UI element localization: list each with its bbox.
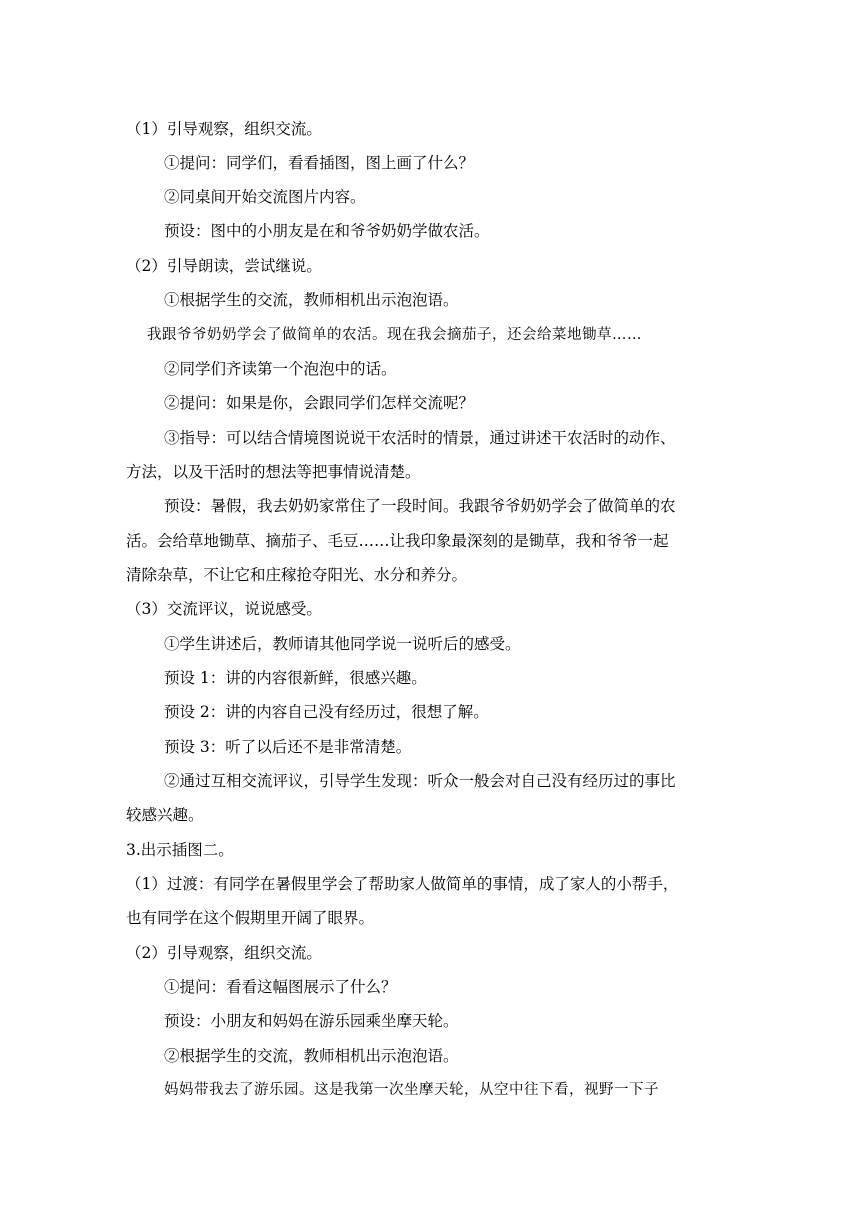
preset-line: 预设：小朋友和妈妈在游乐园乘坐摩天轮。 [164, 1012, 459, 1030]
question-line: ②提问：如果是你，会跟同学们怎样交流呢？ [164, 394, 475, 412]
bubble-intro-line: ①根据学生的交流，教师相机出示泡泡语。 [164, 291, 459, 309]
preset-line-cont: 清除杂草，不让它和庄稼抢夺阳光、水分和养分。 [126, 566, 468, 584]
bubble-intro-line: ②根据学生的交流，教师相机出示泡泡语。 [164, 1047, 459, 1065]
preset-line: 预设：图中的小朋友是在和爷爷奶奶学做农活。 [164, 222, 490, 240]
guide-line-cont: 方法，以及干活时的想法等把事情说清楚。 [126, 463, 421, 481]
speech-bubble-text: 我跟爷爷奶奶学会了做简单的农活。现在我会摘茄子，还会给菜地锄草…… [147, 327, 642, 343]
question-line: ①提问：看看这幅图展示了什么？ [164, 978, 397, 996]
guide-line: ③指导：可以结合情境图说说干农活时的情景，通过讲述干农活时的动作、 [164, 429, 676, 447]
section-heading-observe: （1）引导观察，组织交流。 [126, 120, 322, 138]
preset-line: 预设：暑假，我去奶奶家常住了一段时间。我跟爷爷奶奶学会了做简单的农 [164, 497, 676, 515]
preset-3-line: 预设 3：听了以后还不是非常清楚。 [164, 738, 412, 756]
preset-line-cont: 活。会给草地锄草、摘茄子、毛豆……让我印象最深刻的是锄草，我和爷爷一起 [126, 532, 669, 550]
section-heading-evaluate: （3）交流评议，说说感受。 [126, 600, 322, 618]
discovery-line-cont: 较感兴趣。 [126, 806, 204, 824]
discovery-line: ②通过互相交流评议，引导学生发现：听众一般会对自己没有经历过的事比 [164, 772, 676, 790]
question-line: ①提问：同学们，看看插图，图上画了什么？ [164, 154, 475, 172]
preset-2-line: 预设 2：讲的内容自己没有经历过，很想了解。 [164, 703, 489, 721]
section-heading-read: （2）引导朗读，尝试继说。 [126, 257, 322, 275]
discussion-line: ②同桌间开始交流图片内容。 [164, 188, 366, 206]
transition-line-cont: 也有同学在这个假期里开阔了眼界。 [126, 909, 375, 927]
preset-1-line: 预设 1：讲的内容很新鲜，很感兴趣。 [164, 669, 427, 687]
feedback-line: ①学生讲述后，教师请其他同学说一说听后的感受。 [164, 635, 521, 653]
transition-line: （1）过渡：有同学在暑假里学会了帮助家人做简单的事情，成了家人的小帮手， [126, 875, 679, 893]
read-aloud-line: ②同学们齐读第一个泡泡中的话。 [164, 360, 397, 378]
section-heading-observe-2: （2）引导观察，组织交流。 [126, 944, 322, 962]
speech-bubble-text: 妈妈带我去了游乐园。这是我第一次坐摩天轮，从空中往下看，视野一下子 [164, 1082, 659, 1098]
step-heading-image-two: 3.出示插图二。 [126, 841, 234, 859]
